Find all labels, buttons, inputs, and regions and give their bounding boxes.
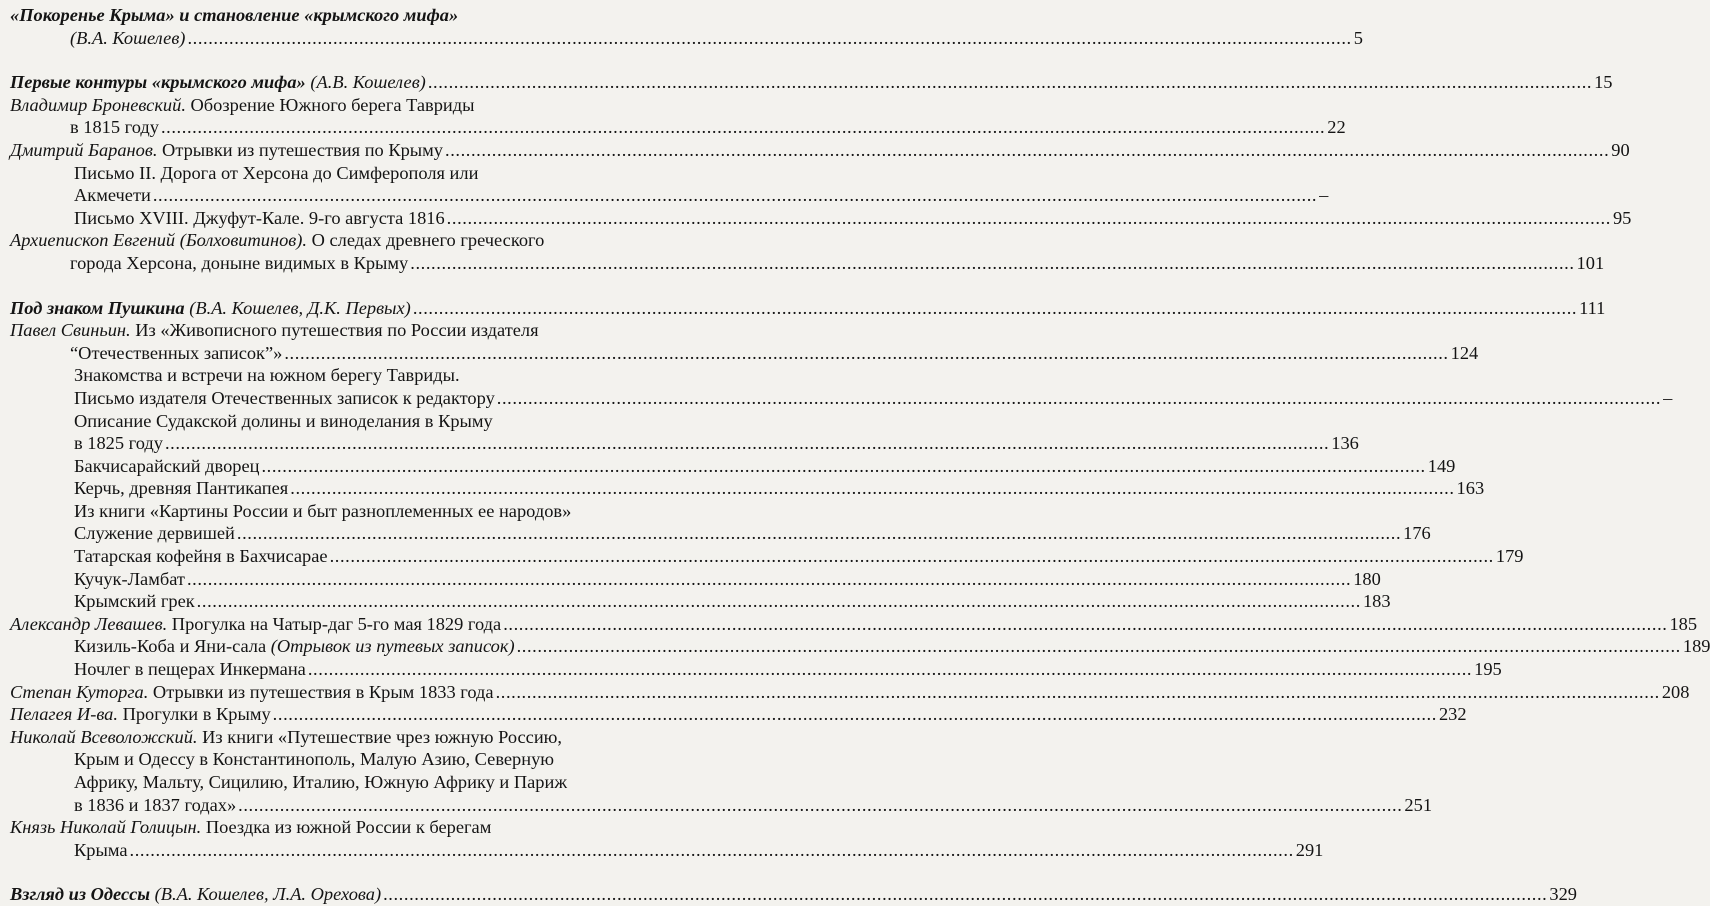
entry-title: Керчь, древняя Пантикапея [74,478,289,499]
leader-dots [497,387,1661,410]
leader-dots [197,590,1361,613]
toc-subentry [0,568,1381,591]
toc-section-title [0,71,1613,94]
toc-entry [0,139,1630,162]
entry-title: Татарская кофейня в Бахчисарае [74,546,328,567]
toc-subentry [0,455,1456,478]
entry-author: Пелагея И-ва. [10,704,118,725]
page-number: 291 [1295,839,1324,860]
page-number: 189 [1682,636,1710,657]
page-number: 15 [1594,72,1613,93]
leader-dots [161,116,1325,139]
page-number: 163 [1456,478,1485,499]
page-number: 232 [1438,704,1467,725]
leader-dots [383,883,1547,906]
entry-title: Служение дервишей [74,523,235,544]
toc-entry [0,229,586,252]
page-number: 149 [1427,455,1456,476]
entry-title: “Отечественных записок”» [70,342,283,363]
spacer [0,49,600,71]
toc-entry [0,681,1690,704]
toc-entry [0,27,1363,50]
leader-dots [308,658,1472,681]
toc-entry [0,319,586,342]
entry-title: Акмечети [74,185,151,206]
toc-subentry [0,771,586,794]
entry-title: Отрывки из путешествия по Крыму [162,139,443,160]
page-number: 90 [1611,139,1630,160]
entry-author: Владимир Броневский. [10,94,186,115]
toc-entry [0,94,586,117]
toc-section-title [0,883,1577,906]
toc-subentry [0,162,586,185]
page-number: 179 [1495,546,1524,567]
spacer [0,861,600,883]
entry-title: Письмо издателя Отечественных записок к редактору [74,387,495,408]
section-authors: (В.А. Кошелев, Л.А. Орехова) [154,884,382,905]
toc-entry [0,726,586,749]
toc-subentry [0,839,1324,862]
entry-title: Крыма [74,839,128,860]
toc-entry [0,613,1698,636]
leader-dots [290,477,1454,500]
leader-dots [428,71,1592,94]
page-number: 124 [1450,342,1479,363]
toc-subentry [0,748,586,771]
page-number: 185 [1669,613,1698,634]
page-number: – [1663,387,1673,408]
page-number: 5 [1353,27,1363,48]
leader-dots [496,681,1660,704]
page-number: 136 [1331,433,1359,454]
leader-dots [413,297,1577,320]
page-number: 180 [1353,568,1381,589]
entry-title: Отрывки из путешествия в Крым 1833 года [152,681,494,702]
toc-entry [0,816,586,839]
leader-dots [447,207,1611,230]
entry-author: Князь Николай Голицын. [10,817,202,838]
entry-title: Прогулки в Крыму [122,704,271,725]
page-number: 95 [1612,207,1632,228]
toc-subentry [0,387,1673,410]
entry-author: Дмитрий Баранов. [10,139,158,160]
entry-author: Павел Свиньин. [10,320,131,341]
entry-author: Александр Левашев. [10,613,168,634]
page-number: 183 [1362,591,1391,612]
entry-title: Поездка из южной России к берегам [205,817,492,838]
leader-dots [517,635,1681,658]
toc-subentry [0,207,1632,230]
section-title: «Покоренье Крыма» и становление «крымского мифа» [10,5,459,25]
entry-author: Степан Куторга. [10,681,149,702]
leader-dots [153,184,1317,207]
toc-subentry [0,410,586,433]
entry-title: Из книги «Картины России и быт разноплеменных ее народов» [74,500,572,521]
section-title: Под знаком Пушкина [10,297,185,318]
entry-title: в 1825 году [74,433,163,454]
toc-subentry [0,184,1329,207]
section-authors: (А.В. Кошелев) [310,72,426,93]
entry-title: Кучук-Ламбат [74,568,185,589]
leader-dots [330,545,1494,568]
section-title: Первые контуры «крымского мифа» [10,72,306,93]
leader-dots [187,27,1351,50]
page-number: 208 [1661,681,1690,702]
page-number: 176 [1403,523,1431,544]
toc-section-title [0,297,1606,320]
entry-title: Африку, Мальту, Сицилию, Италию, Южную Африку и Париж [74,772,568,792]
entry-title: Крым и Одессу в Константинополь, Малую Азию, Северную [74,749,555,770]
section-authors: (В.А. Кошелев) [70,27,186,48]
toc-section-title [0,4,586,27]
entry-title: в 1836 и 1837 годах» [74,794,237,815]
page-number: 111 [1579,297,1606,318]
section-title: Взгляд из Одессы [10,884,151,905]
page-number: 195 [1474,659,1502,680]
entry-author: Архиепископ Евгений (Болховитинов). [10,230,307,251]
leader-dots [237,522,1401,545]
spacer [0,275,600,297]
toc-subentry [0,794,1433,817]
entry-title: в 1815 году [70,117,159,138]
leader-dots [261,455,1425,478]
page-number: 329 [1549,884,1577,905]
toc-subentry [0,635,1710,658]
entry-title: города Херсона, доныне видимых в Крыму [70,252,409,273]
toc-entry [0,342,1479,365]
entry-title: О следах древнего греческого [311,230,545,251]
leader-dots [284,342,1448,365]
toc-subentry [0,432,1359,455]
toc-subentry [0,590,1391,613]
toc-entry [0,252,1605,275]
toc-subentry [0,545,1524,568]
toc-entry [0,703,1467,726]
page-number: 101 [1576,252,1605,273]
entry-author: Николай Всеволожский. [10,726,198,747]
leader-dots [187,568,1351,591]
toc-subentry [0,658,1502,681]
entry-title: Знакомства и встречи на южном берегу Тавриды. [74,365,460,386]
toc-subentry [0,477,1485,500]
page-number: 22 [1327,117,1346,138]
entry-title: Из книги «Путешествие чрез южную Россию, [202,726,563,747]
entry-title: Описание Судакской долины и виноделания в Крыму [74,410,493,431]
entry-note: (Отрывок из путевых записок) [270,636,515,657]
entry-title: Прогулка на Чатыр-даг 5-го мая 1829 года [171,613,502,634]
entry-title: Бакчисарайский дворец [74,455,260,476]
section-authors: (В.А. Кошелев, Д.К. Первых) [189,297,411,318]
page-number: 251 [1404,794,1433,815]
leader-dots [130,839,1294,862]
leader-dots [445,139,1609,162]
leader-dots [165,432,1329,455]
entry-title: Кизиль-Коба и Яни-сала [74,636,267,657]
entry-title: Письмо XVIII. Джуфут-Кале. 9-го августа 1816 [74,207,445,228]
leader-dots [410,252,1574,275]
leader-dots [238,794,1402,817]
toc-subentry [0,500,586,523]
toc-subentry [0,364,586,387]
entry-title: Обозрение Южного берега Тавриды [190,94,475,115]
page-number: – [1319,185,1329,206]
entry-title: Ночлег в пещерах Инкермана [74,659,306,680]
entry-title: Крымский грек [74,591,195,612]
leader-dots [273,703,1437,726]
entry-title: Из «Живописного путешествия по России издателя [135,320,539,341]
toc-entry [0,116,1346,139]
leader-dots [503,613,1667,636]
toc-subentry [0,522,1431,545]
entry-title: Письмо II. Дорога от Херсона до Симферополя или [74,162,479,183]
